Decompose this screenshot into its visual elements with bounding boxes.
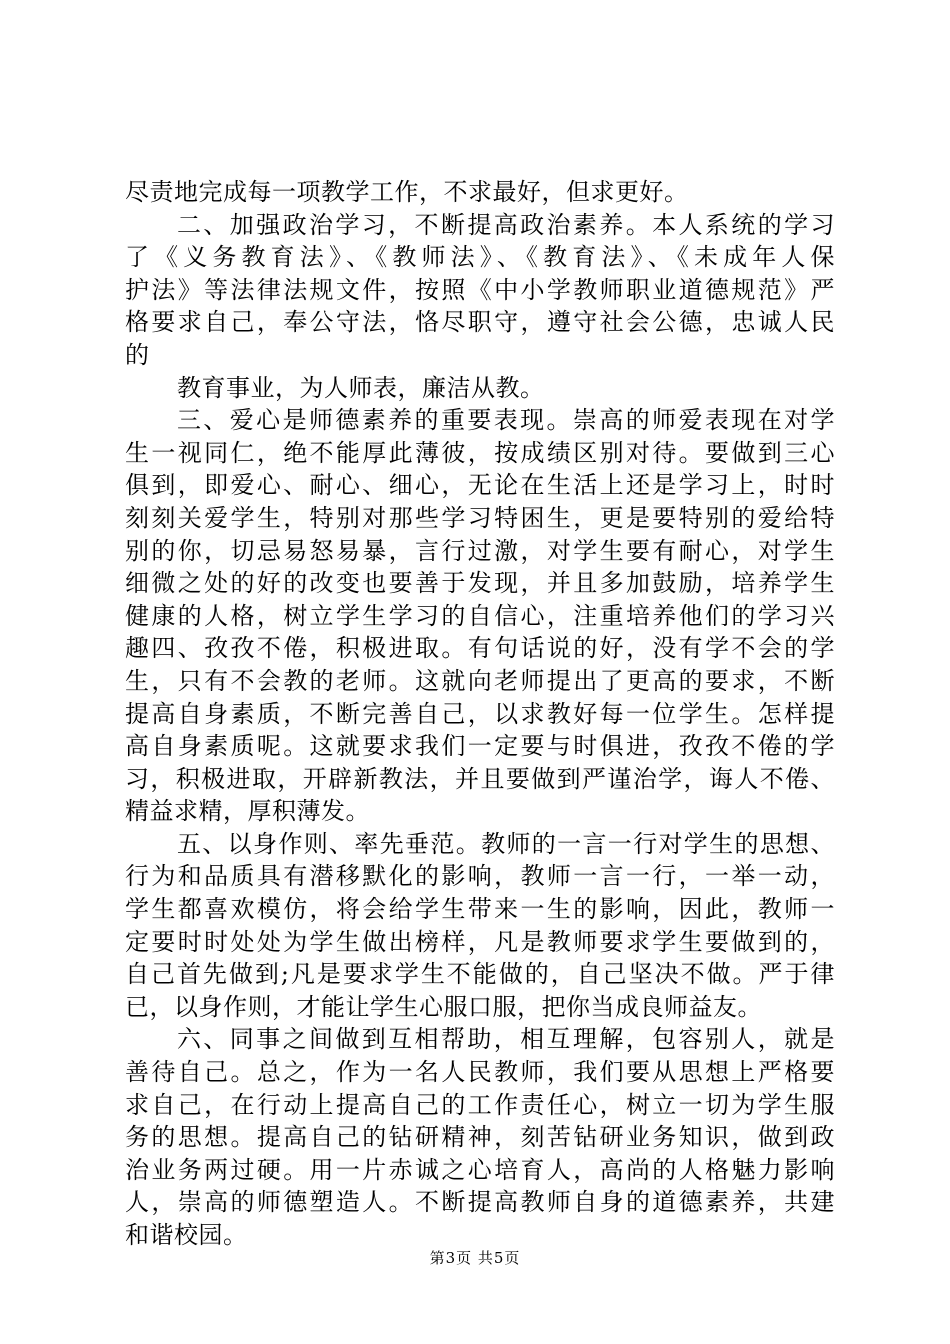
paragraph-start-line: 五、以身作则、率先垂范。教师的一言一行对学生的思想、 [177,829,835,858]
text-line: 生一视同仁，绝不能厚此薄彼，按成绩区别对待。要做到三心 [125,438,835,467]
text-line: 别的你，切忌易怒易暴，言行过激，对学生要有耐心，对学生 [125,536,835,565]
text-line: 护法》等法律法规文件，按照《中小学教师职业道德规范》严 [125,275,835,304]
text-line: 和谐校园。 [125,1221,248,1249]
text-line: 精益求精，厚积薄发。 [125,797,370,826]
text-line: 细微之处的好的改变也要善于发现，并且多加鼓励，培养学生 [125,569,835,598]
text-line: 生，只有不会教的老师。这就向老师提出了更高的要求，不断 [125,666,835,695]
body-text [125,176,835,1252]
text-line: 习，积极进取，开辟新教法，并且要做到严谨治学，诲人不倦、 [125,764,835,793]
text-line: 善待自己。总之，作为一名人民教师，我们要从思想上严格要 [125,1058,835,1087]
text-line: 了《义务教育法》、《教师法》、《教育法》、《未成年人保 [125,243,835,272]
text-line: 已，以身作则，才能让学生心服口服，把你当成良师益友。 [125,992,762,1021]
text-line: 格要求自己，奉公守法，恪尽职守，遵守社会公德，忠诚人民 [125,308,835,337]
text-line: 健康的人格，树立学生学习的自信心，注重培养他们的学习兴 [125,601,835,630]
text-line: 尽责地完成每一项教学工作，不求最好，但求更好。 [125,178,689,206]
text-line: 人，崇高的师德塑造人。不断提高教师自身的道德素养，共建 [125,1188,835,1217]
text-line: 趣四、孜孜不倦，积极进取。有句话说的好，没有学不会的学 [125,634,835,663]
text-line: 刻刻关爱学生，特别对那些学习特困生，更是要特别的爱给特 [125,503,835,532]
paragraph-start-line: 六、同事之间做到互相帮助，相互理解，包容别人，就是 [177,1025,835,1054]
text-line: 自己首先做到;凡是要求学生不能做的，自己坚决不做。严于律 [125,960,835,989]
text-line: 的 [125,340,150,369]
text-line: 治业务两过硬。用一片赤诚之心培育人，高尚的人格魅力影响 [125,1155,835,1184]
text-line: 行为和品质具有潜移默化的影响，教师一言一行，一举一动， [125,862,835,891]
text-line: 俱到，即爱心、耐心、细心，无论在生活上还是学习上，时时 [125,471,835,500]
text-line: 高自身素质呢。这就要求我们一定要与时俱进，孜孜不倦的学 [125,732,835,761]
text-line: 务的思想。提高自己的钻研精神，刻苦钻研业务知识，做到政 [125,1123,835,1152]
text-line: 学生都喜欢模仿，将会给学生带来一生的影响，因此，教师一 [125,895,835,924]
paragraph-start-line: 教育事业，为人师表，廉洁从教。 [177,373,545,402]
text-line: 定要时时处处为学生做出榜样，凡是教师要求学生要做到的， [125,927,835,956]
paragraph-start-line: 二、加强政治学习，不断提高政治素养。本人系统的学习 [177,210,835,239]
page-footer: 第3页 共5页 [429,1249,521,1267]
paragraph-start-line: 三、爱心是师德素养的重要表现。崇高的师爱表现在对学 [177,406,835,435]
text-line: 提高自身素质，不断完善自己，以求教好每一位学生。怎样提 [125,699,835,728]
text-line: 求自己，在行动上提高自己的工作责任心，树立一切为学生服 [125,1090,835,1119]
